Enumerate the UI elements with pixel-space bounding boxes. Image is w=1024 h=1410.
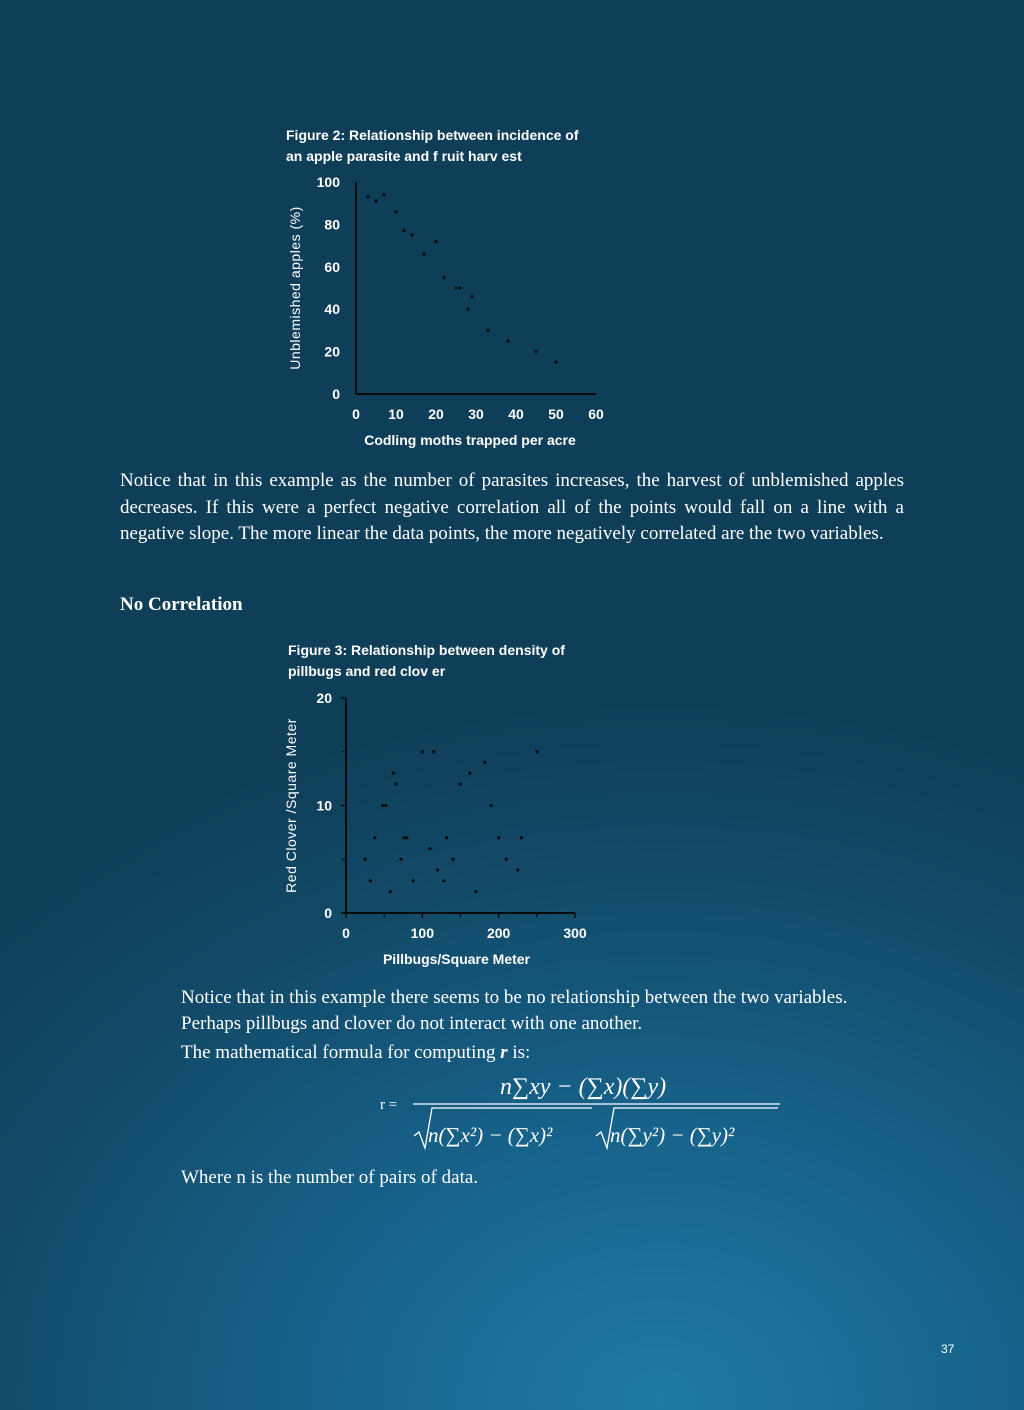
- y-axis-label: Red Clover /Square Meter: [283, 718, 299, 893]
- data-point: [432, 750, 435, 753]
- paragraph-negative-correlation: Notice that in this example as the number of parasites increases, the harvest of unblemished apples decreases. If this were a perfect negative correlation all of the points would fall on a line with a negative slope. The more linear the data points, the more negatively correlated are the two variables.: [120, 470, 904, 544]
- data-point: [373, 836, 376, 839]
- data-point: [384, 804, 387, 807]
- x-tick-label: 0: [352, 406, 360, 422]
- x-tick-label: 50: [548, 406, 564, 422]
- y-tick-label: 10: [316, 797, 332, 814]
- data-point: [392, 772, 395, 775]
- x-tick-label: 100: [410, 925, 435, 941]
- formula-intro-variable: r: [500, 1042, 508, 1063]
- data-point: [506, 339, 509, 342]
- x-tick-label: 200: [486, 925, 511, 941]
- x-axis-label: Pillbugs/Square Meter: [382, 951, 531, 967]
- y-tick-label: 100: [316, 174, 340, 190]
- data-point: [442, 879, 445, 882]
- data-point: [436, 868, 439, 871]
- data-point: [374, 199, 377, 202]
- data-point: [454, 286, 457, 289]
- y-tick-label: 80: [324, 216, 340, 233]
- data-point: [470, 295, 473, 298]
- data-point: [369, 879, 372, 882]
- chart-title-line: pillbugs and red clov er: [288, 663, 446, 679]
- data-point: [363, 858, 366, 861]
- x-tick-label: 0: [342, 925, 350, 941]
- figure-3-chart: [270, 636, 610, 971]
- y-tick-label: 0: [324, 905, 332, 921]
- figure-2-svg: [270, 120, 620, 460]
- data-point: [486, 329, 489, 332]
- page-number: 37: [941, 1342, 955, 1356]
- formula-numerator: n∑xy − (∑x)(∑y): [500, 1074, 667, 1100]
- data-point: [402, 229, 405, 232]
- correlation-formula: [370, 1064, 790, 1164]
- data-point: [381, 804, 384, 807]
- chart-title-line: Figure 2: Relationship between incidence of: [286, 127, 579, 143]
- data-point: [434, 240, 437, 243]
- data-point: [442, 276, 445, 279]
- formula-intro-text: The mathematical formula for computing: [181, 1042, 501, 1063]
- data-point: [483, 761, 486, 764]
- x-tick-label: 30: [468, 406, 484, 422]
- data-point: [394, 210, 397, 213]
- data-point: [402, 836, 405, 839]
- chart-title-line: Figure 3: Relationship between density of: [288, 642, 565, 658]
- paragraph-no-relationship-line1: Notice that in this example there seems to be no relationship between the two variables.: [181, 987, 848, 1008]
- data-point: [505, 858, 508, 861]
- x-tick-label: 10: [388, 406, 404, 422]
- x-axis-label: Codling moths trapped per acre: [364, 432, 576, 448]
- correlation-formula-svg: [370, 1064, 790, 1159]
- y-tick-label: 60: [324, 258, 340, 275]
- y-tick-label: 20: [324, 343, 340, 360]
- data-point: [422, 252, 425, 255]
- formula-intro: [181, 1039, 530, 1067]
- formula-denominator-left: n(∑x²) − (∑x)²: [428, 1123, 553, 1147]
- data-point: [445, 836, 448, 839]
- data-point: [474, 890, 477, 893]
- x-tick-label: 40: [508, 406, 524, 422]
- formula-lhs: r =: [380, 1097, 398, 1113]
- section-heading-no-correlation: No Correlation: [120, 594, 243, 615]
- data-point: [405, 836, 408, 839]
- data-point: [410, 233, 413, 236]
- y-tick-label: 20: [316, 690, 332, 706]
- formula-denominator-right: n(∑y²) − (∑y)²: [610, 1123, 735, 1147]
- data-point: [534, 350, 537, 353]
- formula-intro-suffix: is:: [507, 1042, 531, 1063]
- paragraph-no-relationship-line2: Perhaps pillbugs and clover do not interact with one another.: [181, 1013, 643, 1034]
- y-tick-label: 0: [332, 386, 340, 402]
- x-tick-label: 20: [428, 406, 444, 422]
- y-tick-label: 40: [324, 301, 340, 318]
- y-axis-label: Unblemished apples (%): [287, 206, 303, 370]
- data-point: [412, 879, 415, 882]
- data-point: [520, 836, 523, 839]
- figure-2-chart: [270, 120, 620, 460]
- data-point: [451, 858, 454, 861]
- data-point: [399, 858, 402, 861]
- data-point: [389, 890, 392, 893]
- chart-title-line: an apple parasite and f ruit harv est: [286, 148, 522, 164]
- x-tick-label: 300: [563, 925, 587, 941]
- data-point: [421, 750, 424, 753]
- data-point: [497, 836, 500, 839]
- data-point: [382, 193, 385, 196]
- data-point: [459, 782, 462, 785]
- x-tick-label: 60: [588, 406, 604, 422]
- data-point: [554, 361, 557, 364]
- data-point: [468, 772, 471, 775]
- data-point: [535, 750, 538, 753]
- data-point: [458, 286, 461, 289]
- data-point: [489, 804, 492, 807]
- data-point: [428, 847, 431, 850]
- data-point: [366, 195, 369, 198]
- data-point: [516, 868, 519, 871]
- data-point: [466, 308, 469, 311]
- figure-3-svg: [270, 636, 610, 971]
- where-n-text: Where n is the number of pairs of data.: [181, 1167, 479, 1188]
- data-point: [394, 782, 397, 785]
